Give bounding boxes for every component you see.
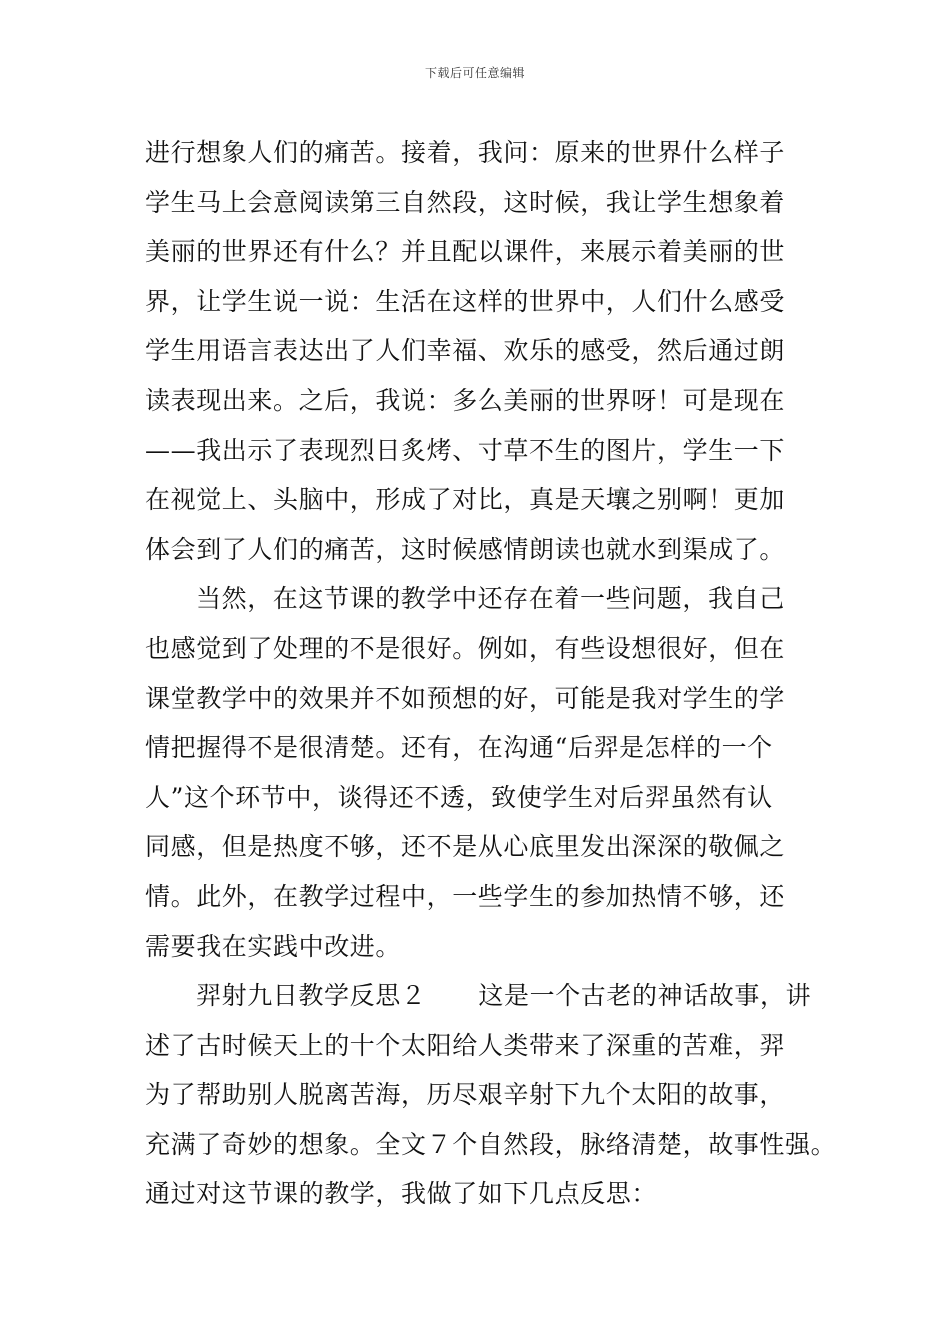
- text-line: 体会到了人们的痛苦，这时候感情朗读也就水到渠成了。: [145, 534, 786, 564]
- paragraph-1: [145, 128, 825, 574]
- text-line: 同感，但是热度不够，还不是从心底里发出深深的敬佩之: [145, 832, 786, 862]
- section-text: 这是一个古老的神话故事，讲: [478, 981, 812, 1011]
- document-body: [145, 128, 837, 1219]
- text-line: 述了古时候天上的十个太阳给人类带来了深重的苦难，羿: [145, 1030, 786, 1060]
- text-line: 学生马上会意阅读第三自然段，这时候，我让学生想象着: [145, 187, 786, 217]
- page-header: 下载后可任意编辑: [424, 66, 525, 80]
- text-line: 进行想象人们的痛苦。接着，我问：原来的世界什么样子: [145, 138, 786, 167]
- text-line: 通过对这节课的教学，我做了如下几点反思：: [145, 1179, 658, 1209]
- text-line: 美丽的世界还有什么？并且配以课件，来展示着美丽的世: [145, 237, 786, 267]
- text-line: 在视觉上、头脑中，形成了对比，真是天壤之别啊！更加: [145, 485, 786, 515]
- paragraph-2: [145, 574, 825, 971]
- text-line: 也感觉到了处理的不是很好。例如，有些设想很好，但在: [145, 633, 786, 663]
- text-line: 人”这个环节中，谈得还不透，致使学生对后羿虽然有认: [145, 782, 773, 812]
- text-line: 情把握得不是很清楚。还有，在沟通“后羿是怎样的一个: [145, 733, 773, 763]
- section-title: 羿射九日教学反思２: [196, 981, 427, 1011]
- text-line: 读表现出来。之后，我说：多么美丽的世界呀！可是现在: [145, 385, 786, 415]
- text-line: 界，让学生说一说：生活在这样的世界中，人们什么感受: [145, 286, 786, 316]
- paragraph-3: [145, 971, 837, 1219]
- text-line: ——我出示了表现烈日炙烤、寸草不生的图片，学生一下: [145, 435, 786, 465]
- text-line: 充满了奇妙的想象。全文７个自然段，脉络清楚，故事性强。: [145, 1129, 837, 1159]
- text-line: 课堂教学中的效果并不如预想的好，可能是我对学生的学: [145, 683, 786, 713]
- text-line: [145, 971, 825, 1021]
- text-line: 为了帮助别人脱离苦海，历尽艰辛射下九个太阳的故事，: [145, 1080, 786, 1110]
- text-line: 情。此外，在教学过程中，一些学生的参加热情不够，还: [145, 881, 786, 911]
- text-line: 当然，在这节课的教学中还存在着一些问题，我自己: [196, 584, 785, 614]
- text-line: 学生用语言表达出了人们幸福、欢乐的感受，然后通过朗: [145, 336, 786, 366]
- text-line: 需要我在实践中改进。: [145, 931, 402, 961]
